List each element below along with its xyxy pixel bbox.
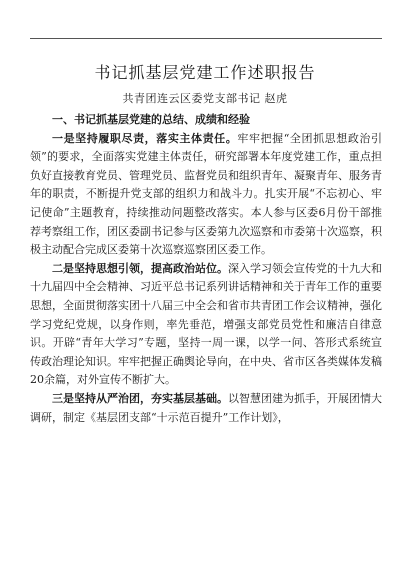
paragraph-1: [30, 130, 382, 260]
header-rule: [30, 38, 382, 39]
paragraph-text: 以智慧团建为抓手，开展团情大调研，制定《基层团支部“十示范百提升”工作计划》，: [30, 391, 382, 424]
paragraph-2: [30, 260, 382, 390]
section-heading: 一、书记抓基层党建的总结、成绩和经验: [52, 113, 250, 126]
document-title: 书记抓基层党建工作述职报告: [94, 63, 316, 82]
paragraph-3: [30, 390, 382, 427]
paragraph-text: 牢牢把握“全团抓思想政治引领”的要求，全面落实党建主体责任，研究部署本年度党建工作，重点担负好直接教育党员、管理党员、监督党员和组织青年、凝聚青年、服务青年的职责，不断提升党支部的组织力和战斗力。扎实开展“不忘初心、牢记使命”主题教育，持续推动问题整改落实。本人参与区委6月份干部推荐考察组工作，团区委副书记参与区委第九次巡察和市委第十次巡察，积极主动配合完成区委第十次巡察巡察团区委工作。: [30, 131, 383, 257]
paragraph-lead: 二是坚持思想引领，提高政治站位。: [52, 261, 228, 275]
document-body: [30, 111, 382, 427]
document-subtitle: 共青团连云区委党支部书记 赵虎: [122, 92, 288, 105]
paragraph-lead: 一是坚持履职尽责，落实主体责任。: [52, 131, 238, 145]
paragraph-lead: 三是坚持从严治团，夯实基层基础。: [52, 391, 228, 405]
paragraph-text: 深入学习领会宣传党的十九大和十九届四中全会精神、习近平总书记系列讲话精神和关于青年工作的重要思想，全面贯彻落实团十八届三中全会和省市共青团工作会议精神，强化学习党纪党规，以身作则，率先垂范，增强支部党员党性和廉洁自律意识。开辟“青年大学习”专题，坚持一周一课，以学一问、答形式系统宣传政治理论知识。牢牢把握正确舆论导向，在中央、省市区各类媒体发稿20余篇，对外宣传不断扩大。: [30, 261, 382, 387]
